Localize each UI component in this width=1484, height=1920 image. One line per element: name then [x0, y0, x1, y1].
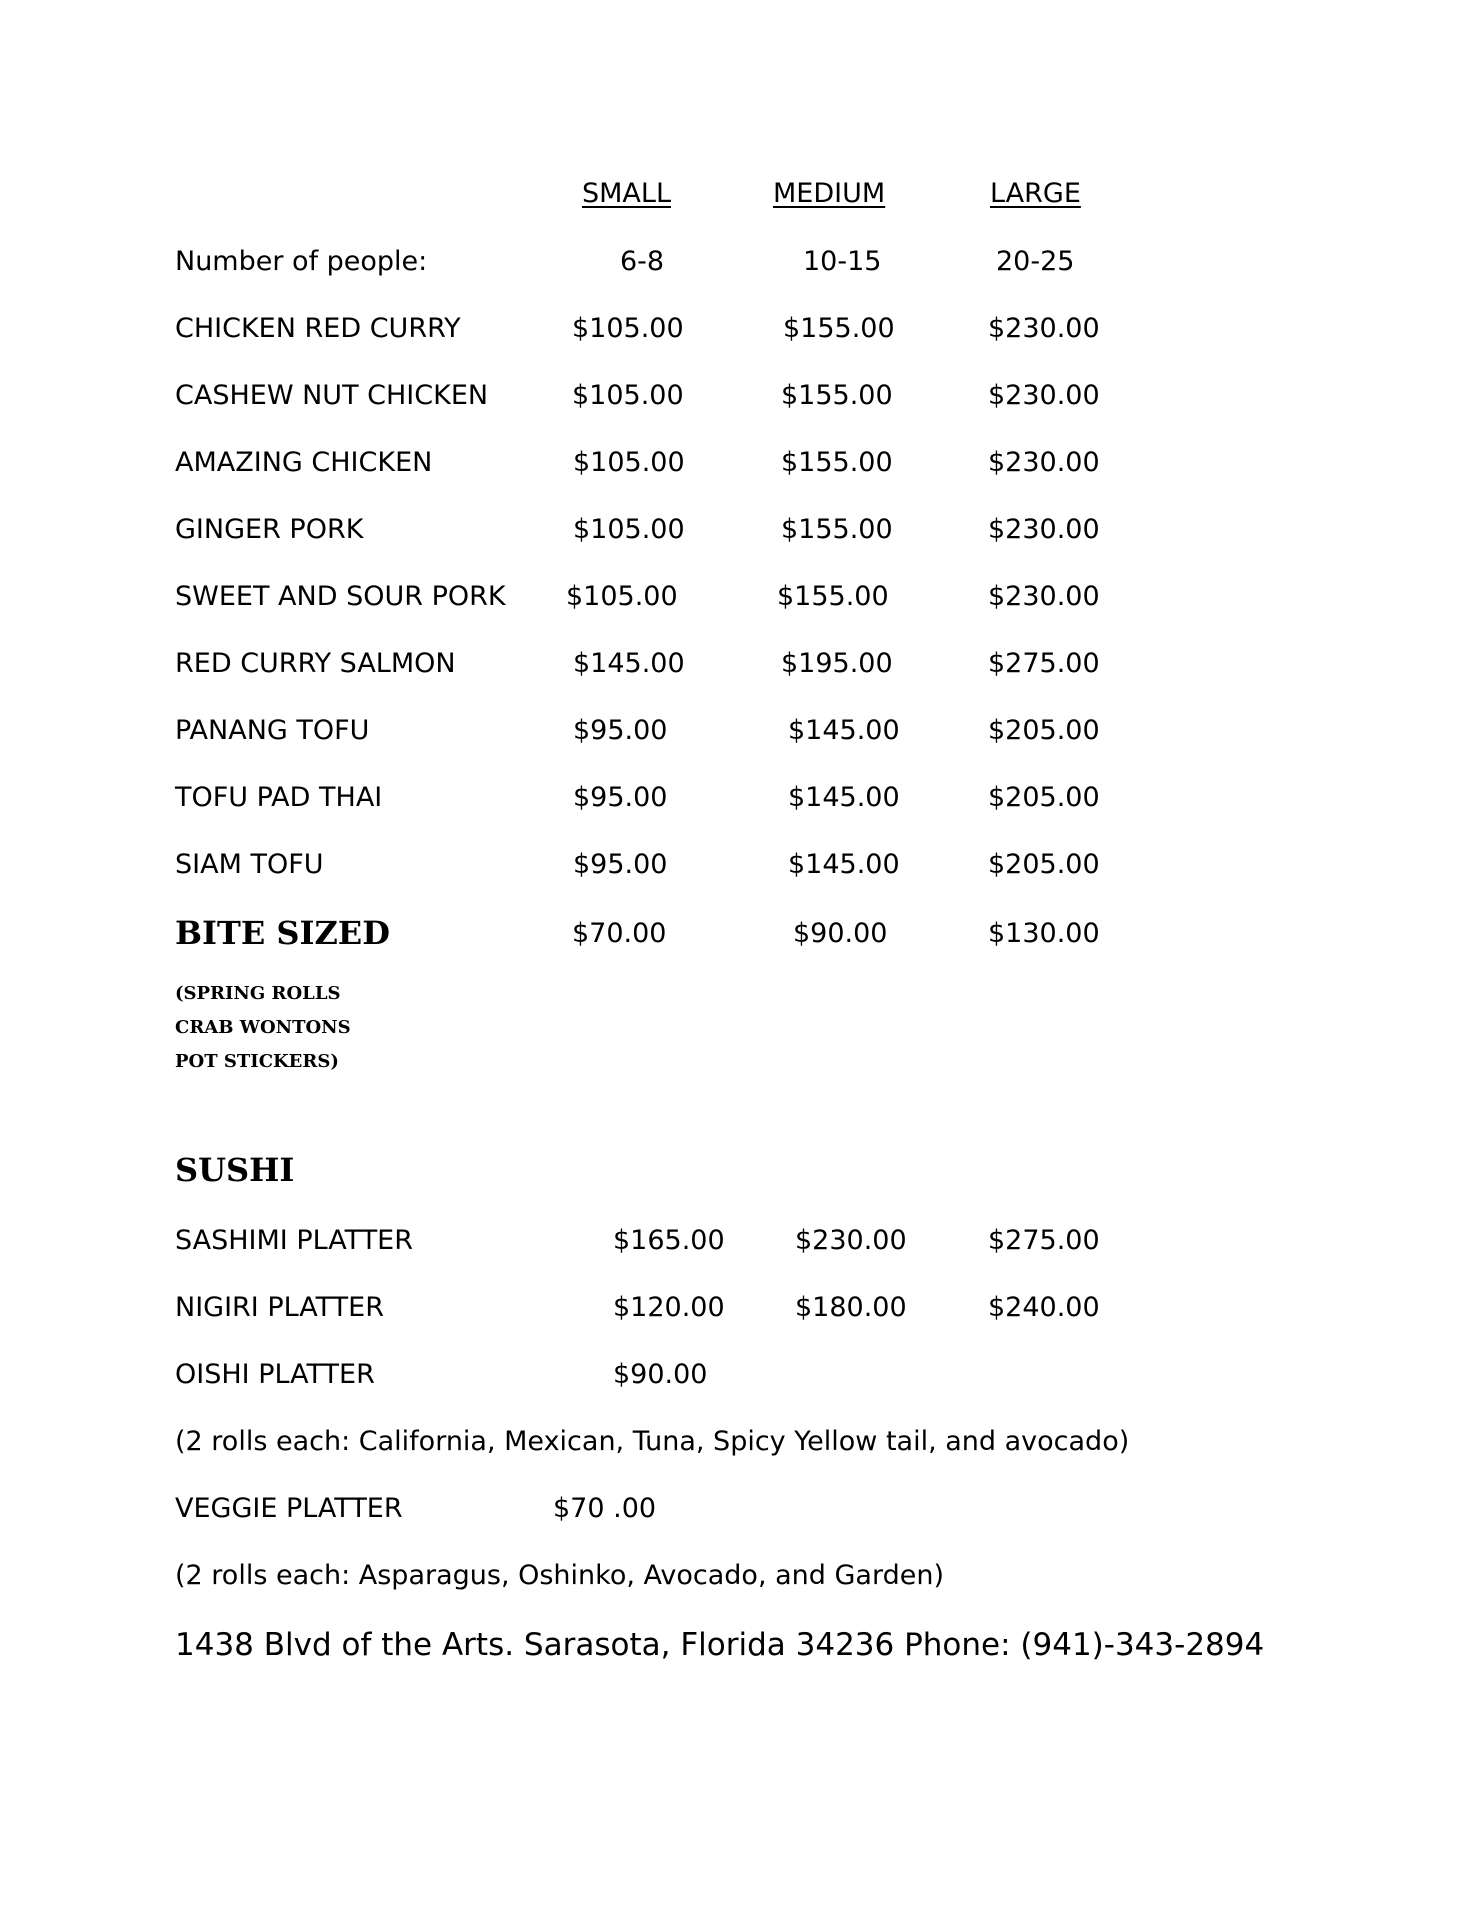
sashimi-price-small: $165.00	[613, 1225, 725, 1256]
entree-price-medium: $155.00	[781, 380, 893, 411]
oishi-name: OISHI PLATTER	[175, 1359, 375, 1390]
veggie-name: VEGGIE PLATTER	[175, 1493, 403, 1524]
entree-price-medium: $155.00	[781, 514, 893, 545]
sashimi-name: SASHIMI PLATTER	[175, 1225, 414, 1256]
entree-name: PANANG TOFU	[175, 715, 370, 746]
bite-sized-item: POT STICKERS)	[175, 1051, 339, 1072]
bite-sized-item: (SPRING ROLLS	[175, 983, 341, 1004]
entree-price-medium: $145.00	[788, 849, 900, 880]
entree-price-medium: $155.00	[783, 313, 895, 344]
entree-price-large: $205.00	[988, 715, 1100, 746]
entree-price-large: $275.00	[988, 648, 1100, 679]
entree-name: CASHEW NUT CHICKEN	[175, 380, 489, 411]
people-large: 20-25	[996, 246, 1075, 277]
nigiri-price-large: $240.00	[988, 1292, 1100, 1323]
entree-price-medium: $195.00	[781, 648, 893, 679]
bite-sized-heading: BITE SIZED	[175, 914, 390, 952]
bite-sized-price-small: $70.00	[572, 918, 667, 949]
footer-address: 1438 Blvd of the Arts. Sarasota, Florida 34236 Phone: (941)-343-2894	[175, 1627, 1265, 1663]
entree-name: AMAZING CHICKEN	[175, 447, 433, 478]
sashimi-price-large: $275.00	[988, 1225, 1100, 1256]
entree-price-medium: $145.00	[788, 782, 900, 813]
header-large: LARGE	[990, 178, 1081, 209]
bite-sized-price-medium: $90.00	[793, 918, 888, 949]
entree-price-small: $95.00	[573, 782, 668, 813]
entree-price-large: $230.00	[988, 581, 1100, 612]
entree-price-large: $230.00	[988, 313, 1100, 344]
sashimi-price-medium: $230.00	[795, 1225, 907, 1256]
entree-name: SWEET AND SOUR PORK	[175, 581, 506, 612]
entree-price-medium: $155.00	[781, 447, 893, 478]
entree-price-small: $145.00	[573, 648, 685, 679]
entree-price-small: $105.00	[566, 581, 678, 612]
oishi-price: $90.00	[613, 1359, 708, 1390]
sushi-heading: SUSHI	[175, 1151, 295, 1189]
entree-price-small: $95.00	[573, 715, 668, 746]
entree-name: CHICKEN RED CURRY	[175, 313, 461, 344]
entree-price-large: $230.00	[988, 514, 1100, 545]
people-label: Number of people:	[175, 246, 428, 277]
entree-name: RED CURRY SALMON	[175, 648, 456, 679]
entree-price-medium: $145.00	[788, 715, 900, 746]
veggie-price: $70 .00	[553, 1493, 657, 1524]
people-medium: 10-15	[803, 246, 882, 277]
veggie-note: (2 rolls each: Asparagus, Oshinko, Avocado, and Garden)	[175, 1560, 944, 1591]
entree-price-small: $105.00	[572, 313, 684, 344]
bite-sized-item: CRAB WONTONS	[175, 1017, 351, 1038]
entree-price-small: $95.00	[573, 849, 668, 880]
entree-price-small: $105.00	[572, 380, 684, 411]
entree-price-small: $105.00	[573, 514, 685, 545]
entree-price-small: $105.00	[573, 447, 685, 478]
entree-price-large: $205.00	[988, 849, 1100, 880]
bite-sized-price-large: $130.00	[988, 918, 1100, 949]
entree-price-large: $230.00	[988, 447, 1100, 478]
oishi-note: (2 rolls each: California, Mexican, Tuna, Spicy Yellow tail, and avocado)	[175, 1426, 1130, 1457]
entree-name: GINGER PORK	[175, 514, 364, 545]
nigiri-price-small: $120.00	[613, 1292, 725, 1323]
entree-name: TOFU PAD THAI	[175, 782, 383, 813]
entree-name: SIAM TOFU	[175, 849, 324, 880]
header-small: SMALL	[582, 178, 671, 209]
header-medium: MEDIUM	[773, 178, 886, 209]
nigiri-price-medium: $180.00	[795, 1292, 907, 1323]
entree-price-medium: $155.00	[777, 581, 889, 612]
entree-price-large: $230.00	[988, 380, 1100, 411]
nigiri-name: NIGIRI PLATTER	[175, 1292, 384, 1323]
entree-price-large: $205.00	[988, 782, 1100, 813]
people-small: 6-8	[620, 246, 665, 277]
